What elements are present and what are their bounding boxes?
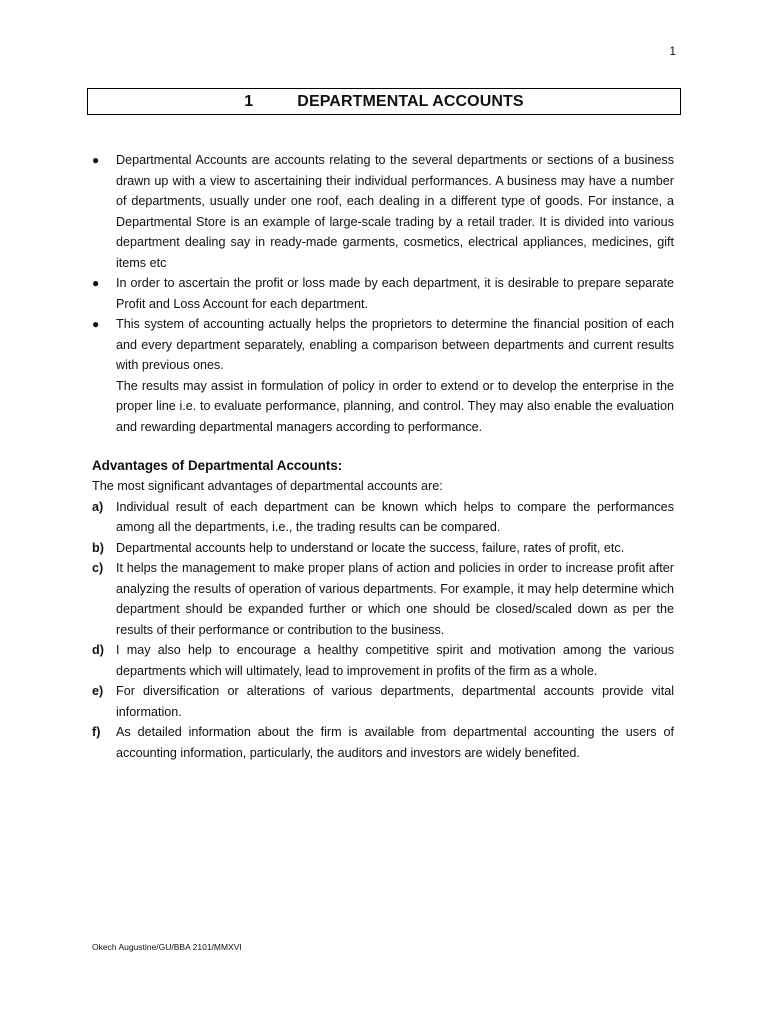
advantages-intro: The most significant advantages of departmental accounts are: [92, 479, 443, 493]
advantage-text: For diversification or alterations of various departments, departmental accounts provide vital information. [116, 684, 674, 719]
advantage-text: It helps the management to make proper plans of action and policies in order to increase profit after analyzing the results of operation of various departments. For example, it may help determine which department should be expanded further or which one should be closed/scaled down as per the results of their performance or contribution to the business. [116, 561, 674, 637]
advantage-text: Departmental accounts help to understand or locate the success, failure, rates of profit, etc. [116, 540, 625, 555]
advantage-marker: d) [92, 643, 104, 657]
title-text: DEPARTMENTAL ACCOUNTS [297, 92, 524, 110]
page-title [87, 88, 681, 115]
advantage-item [92, 497, 674, 538]
advantage-marker: e) [92, 684, 104, 698]
advantage-text: I may also help to encourage a healthy competitive spirit and motivation among the various departments which will ultimately, lead to improvement in profits of the firm as a whole. [116, 643, 674, 678]
advantage-item [92, 681, 674, 722]
title-number: 1 [244, 92, 254, 110]
bullet-item [92, 314, 674, 437]
bullet-paragraph: Departmental Accounts are accounts relating to the several departments or sections of a business drawn up with a view to ascertaining their individual performances. A business may have a number of departments, usually under one roof, each dealing in a different type of goods. For instance, a Departmental Store is an example of large-scale trading by a retail trader. It is divided into various department dealing say in ready-made garments, cosmetics, electrical appliances, medicines, gift items etc [116, 153, 674, 270]
advantage-marker: b) [92, 540, 104, 555]
advantage-item [92, 722, 674, 763]
page-footer: Okech Augustine/GU/BBA 2101/MMXVI [92, 942, 242, 952]
advantage-marker: f) [92, 725, 101, 739]
bullet-dot-icon: ● [92, 153, 100, 167]
bullet-paragraph: The results may assist in formulation of policy in order to extend or to develop the enterprise in the proper line i.e. to evaluate performance, planning, and control. They may also enable the evaluation and rewarding departmental managers according to performance. [116, 378, 674, 434]
advantages-list [92, 497, 674, 764]
advantage-item [92, 640, 674, 681]
main-content [92, 150, 674, 763]
bullet-dot-icon: ● [92, 276, 100, 290]
intro-bullet-list [92, 150, 674, 437]
page-number: 1 [669, 44, 676, 58]
bullet-item [92, 273, 674, 314]
advantage-item [92, 538, 674, 559]
advantage-text: Individual result of each department can be known which helps to compare the performances among all the departments, i.e., the trading results can be compared. [116, 499, 674, 534]
bullet-dot-icon: ● [92, 317, 100, 331]
bullet-item [92, 150, 674, 273]
bullet-paragraph: In order to ascertain the profit or loss made by each department, it is desirable to prepare separate Profit and Loss Account for each department. [116, 276, 674, 311]
advantage-marker: a) [92, 499, 104, 514]
bullet-paragraph: This system of accounting actually helps the proprietors to determine the financial position of each and every department separately, enabling a comparison between departments and current results with previous ones. [116, 317, 674, 372]
advantage-item [92, 558, 674, 640]
advantage-text: As detailed information about the firm is available from departmental accounting the users of accounting information, particularly, the auditors and investors are widely benefited. [116, 725, 674, 760]
advantages-heading: Advantages of Departmental Accounts: [92, 458, 343, 473]
advantage-marker: c) [92, 561, 104, 575]
